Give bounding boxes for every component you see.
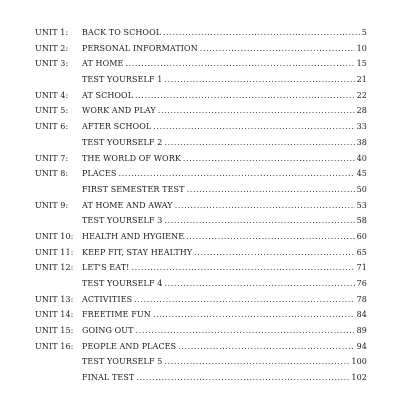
unit-label: UNIT 14: [35,310,74,320]
page-number: 58 [356,216,367,226]
toc-row [35,135,367,151]
toc-row [35,245,367,261]
entry-title: FIRST SEMESTER TEST [82,184,185,194]
dot-leader [194,245,354,261]
entry-title: AT SCHOOL [82,90,134,100]
page-number: 40 [356,153,367,163]
toc-row [35,292,367,308]
toc-entry [82,166,367,182]
toc-entry [82,323,367,339]
entry-title: TEST YOURSELF 4 [82,279,163,288]
toc-row [35,72,367,88]
toc-row [35,276,367,292]
entry-title: BACK TO SCHOOL [82,28,162,37]
unit-label: UNIT 7: [35,153,69,163]
page-number: 50 [356,184,367,194]
toc-row [35,370,367,386]
toc-entry [82,72,367,88]
toc-entry [82,339,367,355]
entry-title: WORK AND PLAY [82,106,156,116]
unit-label: UNIT 15: [35,326,74,336]
unit-label: UNIT 16: [35,341,74,351]
table-of-contents [35,25,367,386]
toc-entry [82,276,367,292]
toc-row [35,354,367,370]
page-number: 28 [356,106,367,116]
toc-row [35,339,367,355]
entry-title: TEST YOURSELF 3 [82,216,163,226]
page-number: 10 [356,43,367,53]
dot-leader [136,323,355,339]
page-number: 45 [356,169,367,179]
toc-entry [82,182,367,198]
toc-entry [82,370,367,386]
toc-entry [82,103,367,119]
dot-leader [164,276,354,292]
dot-leader [153,307,355,323]
toc-row [35,151,367,167]
page-number: 89 [356,326,367,336]
page-number: 76 [356,279,367,288]
dot-leader [119,166,355,182]
entry-title: HEALTH AND HYGIENE [82,231,185,241]
entry-title: PERSONAL INFORMATION [82,43,198,53]
dot-leader [164,72,354,88]
dot-leader [158,103,355,119]
unit-label: UNIT 10: [35,231,74,241]
entry-title: KEEP FIT, STAY HEALTHY [82,247,193,257]
page-number: 65 [356,247,367,257]
toc-entry [82,245,367,261]
entry-title: AT HOME AND AWAY [82,200,173,210]
page-number: 15 [356,59,367,69]
toc-entry [82,119,367,135]
entry-title: THE WORLD OF WORK [82,153,181,163]
page-number: 21 [356,75,367,85]
toc-row [35,88,367,104]
page-number: 84 [356,310,367,320]
toc-entry [82,151,367,167]
unit-label: UNIT 12: [35,263,74,273]
dot-leader [135,88,354,104]
toc-row [35,182,367,198]
entry-title: TEST YOURSELF 2 [82,137,163,147]
entry-title: PLACES [82,169,117,179]
dot-leader [164,354,349,370]
page-number: 5 [361,28,367,37]
entry-title: ACTIVITIES [82,294,133,304]
page-number: 71 [356,263,367,273]
page-number: 22 [356,90,367,100]
page-number: 78 [356,294,367,304]
dot-leader [163,25,360,41]
page-number: 102 [351,373,367,383]
entry-title: TEST YOURSELF 5 [82,357,163,367]
page-number: 100 [351,357,367,367]
dot-leader [178,339,354,355]
toc-row [35,41,367,57]
unit-label: UNIT 11: [35,247,74,257]
unit-label: UNIT 1: [35,28,69,37]
page-number: 38 [356,137,367,147]
toc-entry [82,41,367,57]
toc-row [35,56,367,72]
entry-title: FINAL TEST [82,373,135,383]
dot-leader [153,119,354,135]
unit-label: UNIT 2: [35,43,69,53]
entry-title: GOING OUT [82,326,134,336]
page-number: 53 [356,200,367,210]
toc-row [35,213,367,229]
entry-title: AFTER SCHOOL [82,122,152,132]
toc-row [35,260,367,276]
toc-entry [82,260,367,276]
entry-title: TEST YOURSELF 1 [82,75,163,85]
page-number: 33 [356,122,367,132]
dot-leader [164,135,354,151]
unit-label: UNIT 13: [35,294,74,304]
entry-title: FREETIME FUN [82,310,151,320]
dot-leader [134,292,354,308]
dot-leader [183,151,355,167]
dot-leader [136,370,349,386]
unit-label: UNIT 8: [35,169,69,179]
toc-entry [82,354,367,370]
dot-leader [164,213,354,229]
toc-row [35,166,367,182]
toc-entry [82,25,367,41]
toc-entry [82,198,367,214]
unit-label: UNIT 5: [35,106,69,116]
toc-entry [82,213,367,229]
unit-label: UNIT 3: [35,59,69,69]
dot-leader [186,229,354,245]
dot-leader [131,260,354,276]
unit-label: UNIT 9: [35,200,69,210]
toc-row [35,323,367,339]
dot-leader [175,198,355,214]
page-number: 60 [356,231,367,241]
entry-title: PEOPLE AND PLACES [82,341,177,351]
page-number: 94 [356,341,367,351]
toc-entry [82,88,367,104]
unit-label: UNIT 6: [35,122,69,132]
unit-label: UNIT 4: [35,90,69,100]
toc-row [35,307,367,323]
dot-leader [187,182,355,198]
toc-entry [82,307,367,323]
toc-row [35,25,367,41]
dot-leader [200,41,355,57]
toc-row [35,229,367,245]
toc-entry [82,56,367,72]
toc-entry [82,229,367,245]
dot-leader [126,56,355,72]
toc-entry [82,292,367,308]
toc-row [35,119,367,135]
toc-row [35,198,367,214]
entry-title: AT HOME [82,59,124,69]
toc-entry [82,135,367,151]
entry-title: LET'S EAT! [82,263,130,273]
toc-row [35,103,367,119]
